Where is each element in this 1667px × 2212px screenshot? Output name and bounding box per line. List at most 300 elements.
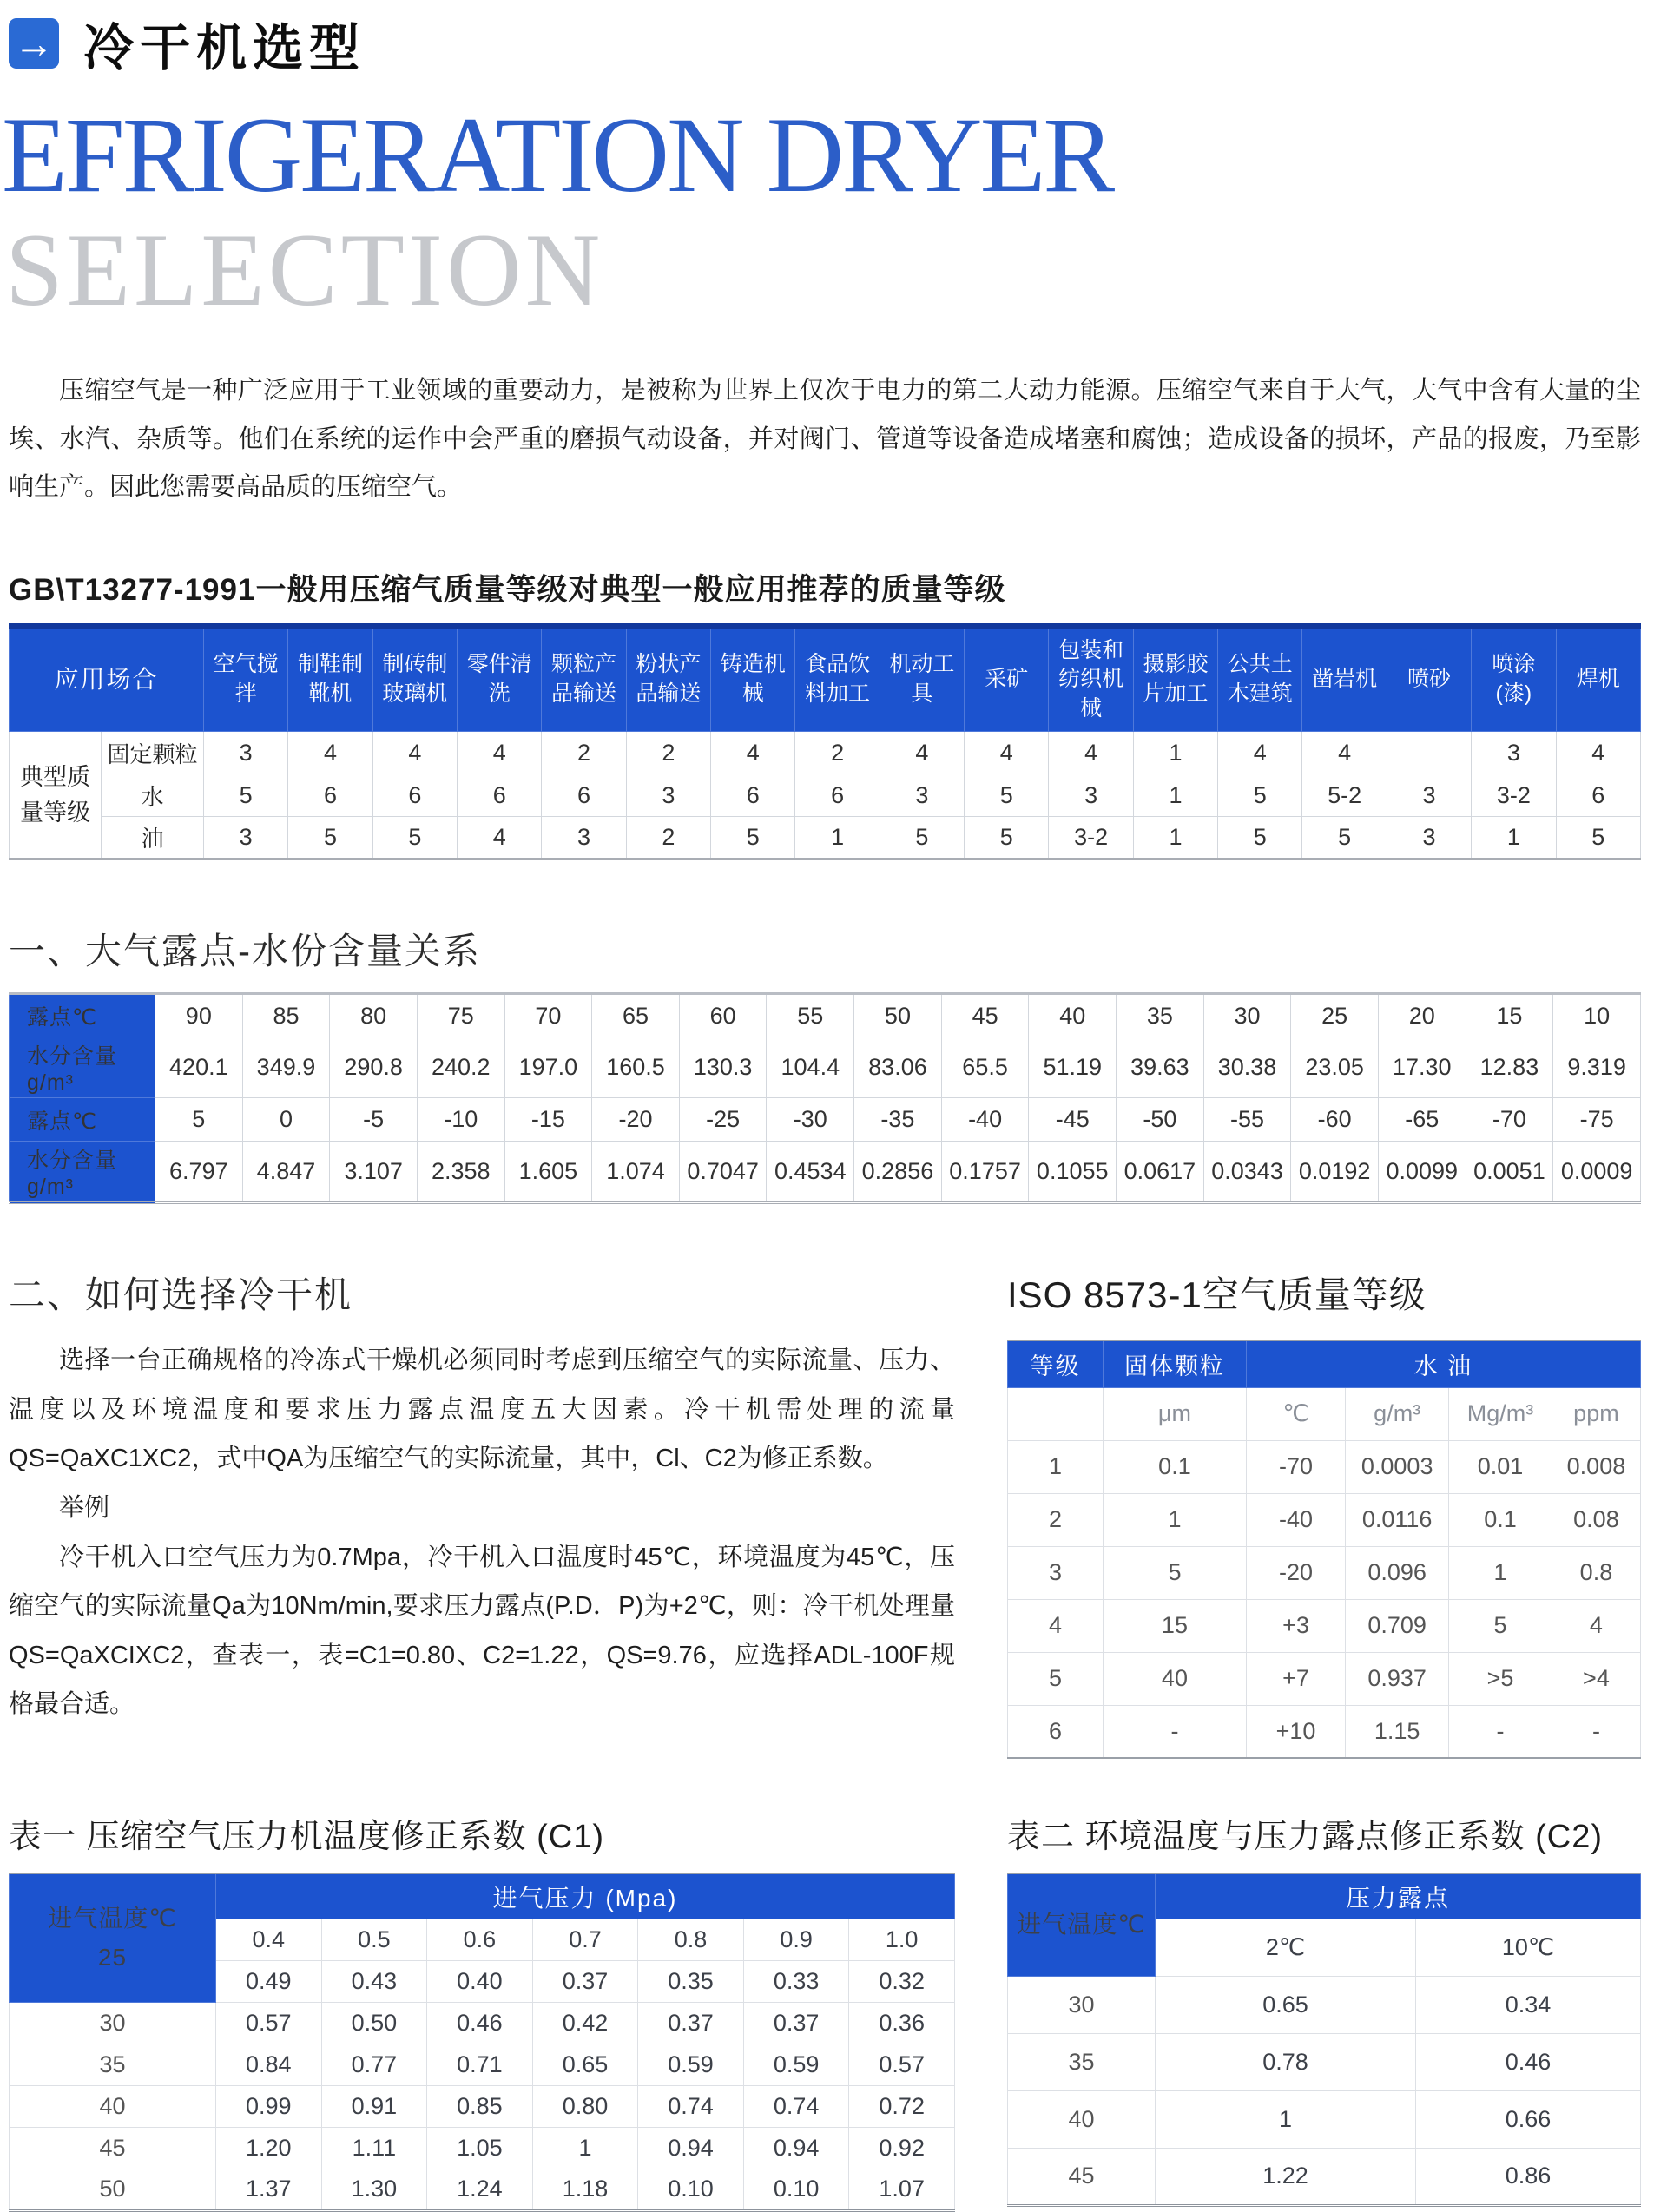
value-cell: 6 — [711, 774, 795, 817]
c2-data-row — [1008, 1976, 1641, 2033]
value-cell: -60 — [1291, 1098, 1379, 1142]
value-cell: 1 — [1133, 732, 1217, 774]
value-cell: 6 — [1556, 774, 1640, 817]
value-cell: 5 — [1218, 817, 1302, 859]
c2-data-row — [1008, 2148, 1641, 2205]
pressure-tick-cell: 0.7 — [532, 1919, 638, 1960]
value-cell: 0.8 — [1552, 1546, 1640, 1599]
value-cell: 130.3 — [679, 1037, 767, 1098]
value-cell: 3 — [1008, 1546, 1104, 1599]
value-cell: 420.1 — [155, 1037, 243, 1098]
value-cell: 160.5 — [592, 1037, 680, 1098]
value-cell: 1.605 — [504, 1142, 592, 1203]
value-cell: 40 — [1104, 1652, 1247, 1705]
value-cell: 0.91 — [321, 2085, 427, 2127]
value-cell: 0.71 — [427, 2044, 533, 2085]
value-cell: 0.65 — [532, 2044, 638, 2085]
value-cell: 0.0009 — [1553, 1142, 1641, 1203]
gb-quality-table-grid — [9, 623, 1641, 861]
iso-header-row — [1008, 1340, 1641, 1387]
column-header-cell: 包装和纺织机械 — [1049, 626, 1133, 732]
value-cell: 0.0343 — [1203, 1142, 1291, 1203]
value-cell: 0.10 — [743, 2169, 849, 2210]
value-cell: 1.37 — [216, 2169, 322, 2210]
value-cell: 0.37 — [638, 2002, 744, 2044]
value-cell: 0.72 — [849, 2085, 955, 2127]
value-cell: 15 — [1104, 1599, 1247, 1652]
value-cell: 0.2856 — [854, 1142, 942, 1203]
inlet-temp-header-cell: 进气温度℃ — [1008, 1873, 1156, 1976]
column-header-cell: 颗粒产品输送 — [542, 626, 626, 732]
c1-data-row — [10, 2002, 955, 2044]
gb-data-row — [10, 732, 1641, 774]
value-cell: 1 — [1008, 1440, 1104, 1493]
iso-air-quality-table — [1007, 1340, 1641, 1759]
value-cell: 3 — [1049, 774, 1133, 817]
column-header-cell: 喷砂 — [1387, 626, 1471, 732]
value-cell: 83.06 — [854, 1037, 942, 1098]
value-cell: 0.08 — [1552, 1493, 1640, 1546]
c1-data-row — [10, 2169, 955, 2210]
value-cell: 3 — [1387, 817, 1471, 859]
temp-label-cell: 40 — [1008, 2090, 1156, 2148]
value-cell: 1 — [1449, 1546, 1552, 1599]
value-cell: 15 — [1466, 994, 1553, 1037]
value-cell: 4 — [458, 817, 542, 859]
value-cell: 4 — [711, 732, 795, 774]
value-cell: -15 — [504, 1098, 592, 1142]
value-cell: - — [1552, 1705, 1640, 1758]
gb-quality-table — [9, 623, 1641, 861]
value-cell: 0.008 — [1552, 1440, 1640, 1493]
value-cell: 0.42 — [532, 2002, 638, 2044]
value-cell: 349.9 — [242, 1037, 330, 1098]
value-cell: 75 — [417, 994, 504, 1037]
value-cell: 45 — [941, 994, 1029, 1037]
value-cell: 104.4 — [767, 1037, 854, 1098]
page-title-cn: 冷干机选型 — [83, 20, 366, 76]
temp-label-cell: 45 — [10, 2127, 216, 2169]
row-group-label-cell: 典型质量等级 — [10, 732, 102, 859]
value-cell: 4 — [965, 732, 1049, 774]
inlet-pressure-header-cell: 进气压力 (Mpa) — [216, 1873, 955, 1919]
column-header-cell: 摄影胶片加工 — [1133, 626, 1217, 732]
value-cell: 0.85 — [427, 2085, 533, 2127]
selection-text — [9, 1336, 955, 1728]
value-cell: 0.1055 — [1029, 1142, 1117, 1203]
value-cell: 60 — [679, 994, 767, 1037]
iso-table-grid — [1007, 1340, 1641, 1759]
iso-table-title: ISO 8573-1空气质量等级 — [1007, 1274, 1427, 1316]
value-cell: >5 — [1449, 1652, 1552, 1705]
value-cell: -45 — [1029, 1098, 1117, 1142]
value-cell: 80 — [330, 994, 418, 1037]
value-cell: 0.37 — [743, 2002, 849, 2044]
value-cell: 5 — [1008, 1652, 1104, 1705]
value-cell: 0 — [242, 1098, 330, 1142]
value-cell: 4 — [288, 732, 372, 774]
value-cell: -30 — [767, 1098, 854, 1142]
column-header-cell: 铸造机械 — [711, 626, 795, 732]
value-cell: 3-2 — [1049, 817, 1133, 859]
value-cell: 0.4534 — [767, 1142, 854, 1203]
value-cell: -40 — [941, 1098, 1029, 1142]
value-cell: 0.35 — [638, 1960, 744, 2002]
column-header-cell: 焊机 — [1556, 626, 1640, 732]
column-header-cell: 机动工具 — [880, 626, 964, 732]
row-label-cell: 水 — [102, 774, 204, 817]
value-cell: 0.0051 — [1466, 1142, 1553, 1203]
value-cell: 4 — [1049, 732, 1133, 774]
selection-paragraph-1: 选择一台正确规格的冷冻式干燥机必须同时考虑到压缩空气的实际流量、压力、温度以及环境温度和要求压力露点温度五大因素。冷干机需处理的流量QS=QaXC1XC2，式中QA为压缩空气的实际流量，其中，Cl、C2为修正系数。 — [9, 1346, 955, 1473]
c1-correction-table — [9, 1873, 955, 2212]
value-cell: 0.80 — [532, 2085, 638, 2127]
intro-paragraph: 压缩空气是一种广泛应用于工业领域的重要动力，是被称为世界上仅次于电力的第二大动力能源。压缩空气来自于大气，大气中含有大量的尘埃、水汽、杂质等。他们在系统的运作中会严重的磨损气动设备，并对阀门、管道等设备造成堵塞和腐蚀；造成设备的损坏，产品的报废，乃至影响生产。因此您需要高品质的压缩空气。 — [9, 376, 1641, 502]
value-cell: 5 — [1302, 817, 1387, 859]
dew-point-table — [9, 992, 1641, 1204]
gb-header-row — [10, 626, 1641, 732]
iso-data-row — [1008, 1440, 1641, 1493]
value-cell: 290.8 — [330, 1037, 418, 1098]
temp-label-cell: 30 — [10, 2002, 216, 2044]
selection-and-iso-section — [9, 1204, 1641, 1759]
value-cell: 0.0003 — [1346, 1440, 1449, 1493]
value-cell: +10 — [1246, 1705, 1345, 1758]
value-cell: 3 — [542, 817, 626, 859]
value-cell: 1.18 — [532, 2169, 638, 2210]
value-cell — [1387, 732, 1471, 774]
iso-data-row — [1008, 1599, 1641, 1652]
value-cell: 0.99 — [216, 2085, 322, 2127]
value-cell: 0.32 — [849, 1960, 955, 2002]
value-cell: 0.78 — [1156, 2033, 1416, 2090]
value-cell: 9.319 — [1553, 1037, 1641, 1098]
value-cell: 1 — [1133, 817, 1217, 859]
c2-correction-table — [1007, 1873, 1641, 2207]
value-cell: 0.59 — [743, 2044, 849, 2085]
temp-label-cell: 50 — [10, 2169, 216, 2210]
iso-data-row — [1008, 1546, 1641, 1599]
value-cell: 0.46 — [427, 2002, 533, 2044]
value-cell: 1 — [795, 817, 880, 859]
selection-section-title: 二、如何选择冷干机 — [9, 1274, 353, 1316]
value-cell: 35 — [1117, 994, 1204, 1037]
value-cell: 0.709 — [1346, 1599, 1449, 1652]
value-cell: 1 — [532, 2127, 638, 2169]
selection-paragraph-2: 冷干机入口空气压力为0.7Mpa，冷干机入口温度时45℃，环境温度为45℃，压缩空气的实际流量Qa为10Nm/min,要求压力露点(P.D．P)为+2℃，则：冷干机处理量QS=QaXCIXC2，查表一，表=C1=0.80、C2=1.22，QS=9.76，应选择ADL-100F规格最合适。 — [9, 1543, 955, 1719]
dew-data-row — [10, 1098, 1641, 1142]
value-cell: 0.57 — [849, 2044, 955, 2085]
page-title-en-secondary: SELECTION — [5, 211, 604, 327]
value-cell: -5 — [330, 1098, 418, 1142]
dew-point-tick-cell: 2℃ — [1156, 1919, 1416, 1976]
value-cell: - — [1104, 1705, 1247, 1758]
iso-subheader-row — [1008, 1387, 1641, 1440]
value-cell: 0.50 — [321, 2002, 427, 2044]
arrow-right-icon: → — [9, 18, 59, 69]
column-header-cell: 粉状产品输送 — [626, 626, 710, 732]
value-cell: 5 — [204, 774, 288, 817]
value-cell: 30.38 — [1203, 1037, 1291, 1098]
gb-data-row — [10, 817, 1641, 859]
value-cell: 5 — [1449, 1599, 1552, 1652]
value-cell: 2 — [626, 817, 710, 859]
value-cell: 5 — [155, 1098, 243, 1142]
value-cell: 1.074 — [592, 1142, 680, 1203]
row-label-cell: 固定颗粒 — [102, 732, 204, 774]
value-cell: 3 — [204, 732, 288, 774]
value-cell: 0.65 — [1156, 1976, 1416, 2033]
value-cell: 5 — [1104, 1546, 1247, 1599]
value-cell: 0.40 — [427, 1960, 533, 2002]
value-cell: -10 — [417, 1098, 504, 1142]
value-cell: 197.0 — [504, 1037, 592, 1098]
value-cell: 4 — [1552, 1599, 1640, 1652]
value-cell: 30 — [1203, 994, 1291, 1037]
value-cell: 4 — [1218, 732, 1302, 774]
value-cell: 5 — [1556, 817, 1640, 859]
value-cell: 50 — [854, 994, 942, 1037]
pressure-tick-cell: 0.4 — [216, 1919, 322, 1960]
value-cell: 6.797 — [155, 1142, 243, 1203]
c1-table-grid — [9, 1873, 955, 2212]
iso-data-row — [1008, 1705, 1641, 1758]
value-cell: 4 — [1556, 732, 1640, 774]
c1-data-row — [10, 2044, 955, 2085]
application-header-cell: 应用场合 — [10, 626, 204, 732]
value-cell: 12.83 — [1466, 1037, 1553, 1098]
value-cell: 20 — [1378, 994, 1466, 1037]
value-cell: 6 — [372, 774, 457, 817]
value-cell: 1.24 — [427, 2169, 533, 2210]
pressure-tick-cell: 0.5 — [321, 1919, 427, 1960]
temp-label-cell: 30 — [1008, 1976, 1156, 2033]
value-cell: 0.10 — [638, 2169, 744, 2210]
value-cell: 0.33 — [743, 1960, 849, 2002]
value-cell: >4 — [1552, 1652, 1640, 1705]
value-cell: 1.05 — [427, 2127, 533, 2169]
value-cell: -70 — [1246, 1440, 1345, 1493]
iso-data-row — [1008, 1493, 1641, 1546]
pressure-tick-cell: 0.9 — [743, 1919, 849, 1960]
c2-data-row — [1008, 2033, 1641, 2090]
value-cell: 0.37 — [532, 1960, 638, 2002]
value-cell: +3 — [1246, 1599, 1345, 1652]
value-cell: -65 — [1378, 1098, 1466, 1142]
pressure-tick-cell: 1.0 — [849, 1919, 955, 1960]
selection-column — [9, 1204, 955, 1728]
value-cell: 0.59 — [638, 2044, 744, 2085]
column-header-cell: 零件清洗 — [458, 626, 542, 732]
unit-header-cell: ℃ — [1246, 1387, 1345, 1440]
value-cell: 51.19 — [1029, 1037, 1117, 1098]
value-cell: 5 — [711, 817, 795, 859]
value-cell: 0.57 — [216, 2002, 322, 2044]
value-cell: 5 — [965, 774, 1049, 817]
value-cell: 10 — [1553, 994, 1641, 1037]
c1-header-row — [10, 1873, 955, 1919]
value-cell: 0.1757 — [941, 1142, 1029, 1203]
value-cell: 40 — [1029, 994, 1117, 1037]
value-cell: 5 — [965, 817, 1049, 859]
value-cell: 0.34 — [1416, 1976, 1641, 2033]
c2-data-row — [1008, 2090, 1641, 2148]
value-cell: 0.7047 — [679, 1142, 767, 1203]
value-cell: 2 — [1008, 1493, 1104, 1546]
value-cell: -20 — [1246, 1546, 1345, 1599]
value-cell: 0.0116 — [1346, 1493, 1449, 1546]
value-cell: 0.01 — [1449, 1440, 1552, 1493]
dew-data-row — [10, 1142, 1641, 1203]
value-cell: 6 — [288, 774, 372, 817]
value-cell: 5-2 — [1302, 774, 1387, 817]
value-cell: 2 — [542, 732, 626, 774]
unit-header-cell: Mg/m³ — [1449, 1387, 1552, 1440]
column-header-cell: 喷涂(漆) — [1472, 626, 1556, 732]
value-cell: 4 — [372, 732, 457, 774]
gb-data-row — [10, 774, 1641, 817]
value-cell: 90 — [155, 994, 243, 1037]
row-label-cell: 水分含量g/m³ — [10, 1142, 155, 1203]
water-oil-header-cell: 水 油 — [1246, 1340, 1640, 1387]
unit-header-cell: μm — [1104, 1387, 1247, 1440]
value-cell: 0.86 — [1416, 2148, 1641, 2205]
value-cell: 3 — [1387, 774, 1471, 817]
value-cell: 0.1 — [1104, 1440, 1247, 1493]
value-cell: 1.07 — [849, 2169, 955, 2210]
column-header-cell: 公共土木建筑 — [1218, 626, 1302, 732]
gb-table-title: GB\T13277-1991一般用压缩气质量等级对典型一般应用推荐的质量等级 — [9, 572, 1006, 607]
value-cell: 4 — [458, 732, 542, 774]
value-cell: -25 — [679, 1098, 767, 1142]
correction-tables-section — [9, 1759, 1641, 2212]
page-header — [9, 0, 1641, 80]
value-cell: 3.107 — [330, 1142, 418, 1203]
value-cell: -40 — [1246, 1493, 1345, 1546]
dew-point-table-grid — [9, 992, 1641, 1204]
value-cell: 0.94 — [638, 2127, 744, 2169]
value-cell: 25 — [1291, 994, 1379, 1037]
iso-data-row — [1008, 1652, 1641, 1705]
inlet-temp-header-cell: 进气温度℃ 25 — [10, 1873, 216, 2002]
value-cell: 39.63 — [1117, 1037, 1204, 1098]
c1-table-title: 表一 压缩空气压力机温度修正系数 (C1) — [9, 1819, 605, 1856]
value-cell: 5 — [288, 817, 372, 859]
value-cell: -55 — [1203, 1098, 1291, 1142]
value-cell: 1.30 — [321, 2169, 427, 2210]
value-cell: 65.5 — [941, 1037, 1029, 1098]
value-cell: 2 — [626, 732, 710, 774]
value-cell: -70 — [1466, 1098, 1553, 1142]
dew-section-title: 一、大气露点-水份含量关系 — [9, 931, 481, 972]
pressure-tick-cell: 0.8 — [638, 1919, 744, 1960]
value-cell: 85 — [242, 994, 330, 1037]
value-cell: 6 — [458, 774, 542, 817]
dew-data-row — [10, 1037, 1641, 1098]
value-cell: 2.358 — [417, 1142, 504, 1203]
value-cell: 0.77 — [321, 2044, 427, 2085]
c1-column — [9, 1759, 955, 2212]
temp-label-cell: 35 — [1008, 2033, 1156, 2090]
value-cell: 1.15 — [1346, 1705, 1449, 1758]
value-cell: 0.43 — [321, 1960, 427, 2002]
dew-data-row — [10, 994, 1641, 1037]
page-title-en-primary: EFRIGERATION DRYER — [2, 95, 1113, 214]
value-cell: 3 — [204, 817, 288, 859]
empty-cell — [1008, 1387, 1104, 1440]
value-cell: 0.096 — [1346, 1546, 1449, 1599]
temp-label-cell: 35 — [10, 2044, 216, 2085]
value-cell: 0.1 — [1449, 1493, 1552, 1546]
value-cell: 0.0099 — [1378, 1142, 1466, 1203]
c2-column — [1007, 1759, 1641, 2207]
column-header-cell: 食品饮料加工 — [795, 626, 880, 732]
value-cell: -75 — [1553, 1098, 1641, 1142]
value-cell: 3 — [1472, 732, 1556, 774]
value-cell: 0.84 — [216, 2044, 322, 2085]
value-cell: 0.49 — [216, 1960, 322, 2002]
c1-data-row — [10, 2127, 955, 2169]
value-cell: 6 — [542, 774, 626, 817]
value-cell: 6 — [795, 774, 880, 817]
row-label-cell: 露点℃ — [10, 994, 155, 1037]
value-cell: 2 — [795, 732, 880, 774]
pressure-dew-point-header-cell: 压力露点 — [1156, 1873, 1641, 1919]
value-cell: 0.74 — [638, 2085, 744, 2127]
value-cell: -50 — [1117, 1098, 1204, 1142]
row-label-cell: 油 — [102, 817, 204, 859]
pressure-tick-cell: 0.6 — [427, 1919, 533, 1960]
value-cell: 4 — [1008, 1599, 1104, 1652]
column-header-cell: 空气搅拌 — [204, 626, 288, 732]
value-cell: 4 — [880, 732, 964, 774]
value-cell: 5 — [1218, 774, 1302, 817]
temp-label-cell: 40 — [10, 2085, 216, 2127]
unit-header-cell: g/m³ — [1346, 1387, 1449, 1440]
value-cell: 17.30 — [1378, 1037, 1466, 1098]
value-cell: 0.94 — [743, 2127, 849, 2169]
value-cell: +7 — [1246, 1652, 1345, 1705]
temp-label-cell: 45 — [1008, 2148, 1156, 2205]
value-cell: 1 — [1156, 2090, 1416, 2148]
value-cell: 0.0617 — [1117, 1142, 1204, 1203]
value-cell: 5 — [372, 817, 457, 859]
value-cell: -20 — [592, 1098, 680, 1142]
value-cell: 55 — [767, 994, 854, 1037]
unit-header-cell: ppm — [1552, 1387, 1640, 1440]
c2-header-row — [1008, 1873, 1641, 1919]
solid-particle-header-cell: 固体颗粒 — [1104, 1340, 1247, 1387]
value-cell: 4.847 — [242, 1142, 330, 1203]
value-cell: 0.937 — [1346, 1652, 1449, 1705]
c2-table-grid — [1007, 1873, 1641, 2207]
value-cell: 3 — [880, 774, 964, 817]
value-cell: 0.92 — [849, 2127, 955, 2169]
value-cell: 6 — [1008, 1705, 1104, 1758]
value-cell: 65 — [592, 994, 680, 1037]
value-cell: 1 — [1133, 774, 1217, 817]
row-label-cell: 露点℃ — [10, 1098, 155, 1142]
value-cell: 240.2 — [417, 1037, 504, 1098]
dew-point-tick-cell: 10℃ — [1416, 1919, 1641, 1976]
value-cell: 1 — [1104, 1493, 1247, 1546]
value-cell: 3 — [626, 774, 710, 817]
value-cell: 0.36 — [849, 2002, 955, 2044]
value-cell: 1 — [1472, 817, 1556, 859]
value-cell: - — [1449, 1705, 1552, 1758]
column-header-cell: 凿岩机 — [1302, 626, 1387, 732]
value-cell: 70 — [504, 994, 592, 1037]
